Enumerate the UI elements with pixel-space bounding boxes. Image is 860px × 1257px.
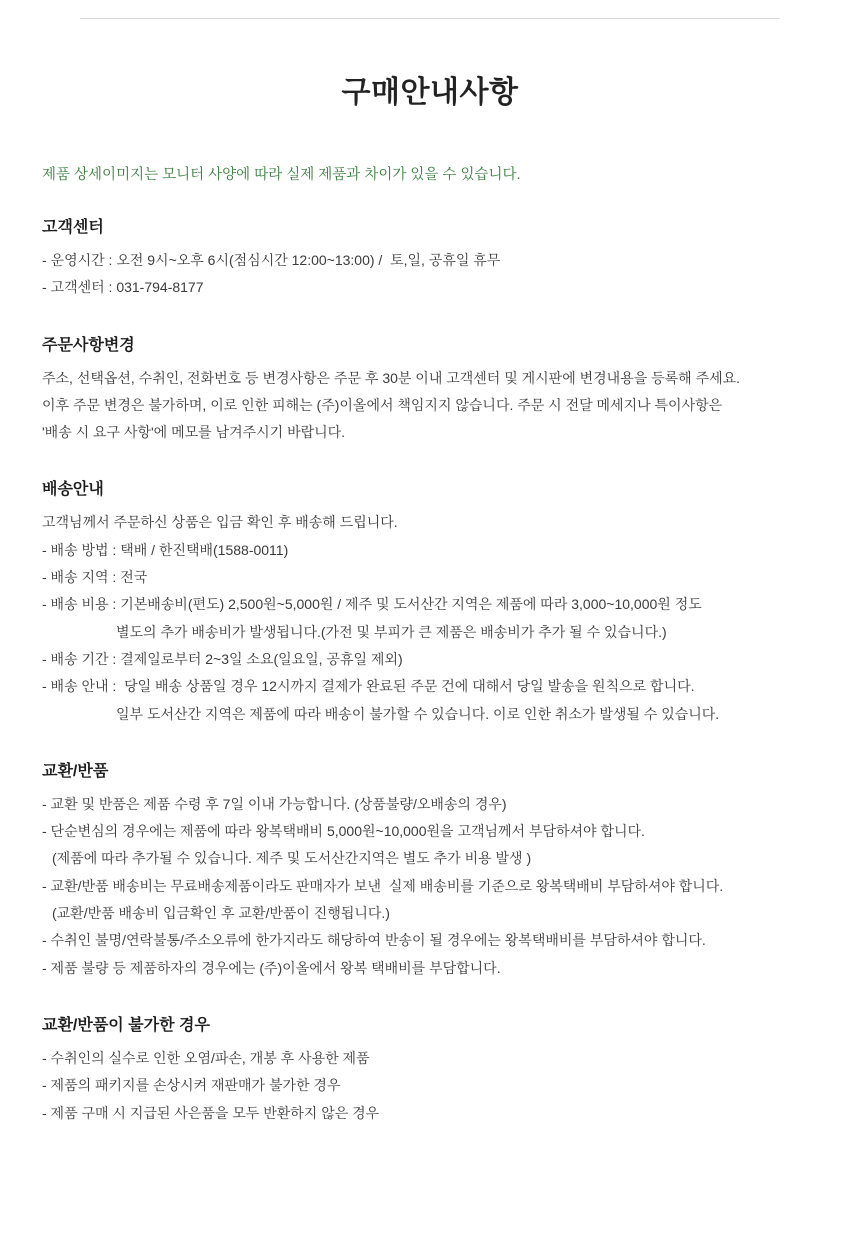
header-divider bbox=[80, 18, 780, 19]
section-line: - 운영시간 : 오전 9시~오후 6시(점심시간 12:00~13:00) / 토,일, 공휴일 휴무 bbox=[42, 252, 501, 268]
monitor-difference-notice: 제품 상세이미지는 모니터 사양에 따라 실제 제품과 차이가 있을 수 있습니다. bbox=[42, 167, 521, 183]
section-heading: 교환/반품이 불가한 경우 bbox=[42, 1016, 210, 1034]
section-line: - 고객센터 : 031-794-8177 bbox=[42, 279, 204, 296]
section-heading: 교환/반품 bbox=[42, 762, 109, 780]
section-heading: 배송안내 bbox=[42, 481, 104, 499]
section-line: - 배송 방법 : 택배 / 한진택배(1588-0011) bbox=[42, 541, 289, 558]
guide-section bbox=[40, 758, 820, 982]
section-line: - 제품의 패키지를 손상시켜 재판매가 불가한 경우 bbox=[42, 1077, 341, 1094]
section-line: - 제품 불량 등 제품하자의 경우에는 (주)이올에서 왕복 택배비를 부담합니다. bbox=[42, 959, 501, 976]
section-line: '배송 시 요구 사항'에 메모를 남겨주시기 바랍니다. bbox=[42, 424, 346, 441]
section-line: 이후 주문 변경은 불가하며, 이로 인한 피해는 (주)이올에서 책임지지 않습니다. 주문 시 전달 메세지나 특이사항은 bbox=[42, 396, 723, 413]
section-line: 일부 도서산간 지역은 제품에 따라 배송이 불가할 수 있습니다. 이로 인한 취소가 발생될 수 있습니다. bbox=[116, 705, 720, 722]
section-line: - 배송 안내 : 당일 배송 상품일 경우 12시까지 결제가 완료된 주문 건에 대해서 당일 발송을 원칙으로 합니다. bbox=[42, 678, 695, 695]
section-line: (교환/반품 배송비 입금확인 후 교환/반품이 진행됩니다.) bbox=[52, 905, 390, 922]
section-heading: 고객센터 bbox=[42, 219, 104, 236]
section-line: (제품에 따라 추가될 수 있습니다. 제주 및 도서산간지역은 별도 추가 비용 발생 ) bbox=[52, 850, 532, 867]
section-line: - 배송 기간 : 결제일로부터 2~3일 소요(일요일, 공휴일 제외) bbox=[42, 650, 403, 667]
section-heading: 주문사항변경 bbox=[42, 336, 135, 354]
guide-section bbox=[40, 1012, 820, 1127]
section-line: 고객님께서 주문하신 상품은 입금 확인 후 배송해 드립니다. bbox=[42, 514, 398, 531]
sections-container bbox=[40, 214, 820, 1127]
section-line: 별도의 추가 배송비가 발생됩니다.(가전 및 부피가 큰 제품은 배송비가 추가 될 수 있습니다.) bbox=[116, 623, 667, 640]
section-line: - 수취인 불명/연락불통/주소오류에 한가지라도 해당하여 반송이 될 경우에는 왕복택배비를 부담하셔야 합니다. bbox=[42, 932, 706, 949]
section-line: - 배송 지역 : 전국 bbox=[42, 569, 148, 586]
guide-section bbox=[40, 476, 820, 727]
section-line: - 교환 및 반품은 제품 수령 후 7일 이내 가능합니다. (상품불량/오배송의 경우) bbox=[42, 795, 507, 812]
page-title: 구매안내사항 bbox=[341, 76, 519, 109]
purchase-guide-document bbox=[0, 18, 860, 1257]
section-line: - 단순변심의 경우에는 제품에 따라 왕복택배비 5,000원~10,000원을 고객님께서 부담하셔야 합니다. bbox=[42, 823, 645, 840]
section-line: - 제품 구매 시 지급된 사은품을 모두 반환하지 않은 경우 bbox=[42, 1104, 380, 1121]
section-line: - 교환/반품 배송비는 무료배송제품이라도 판매자가 보낸 실제 배송비를 기준으로 왕복택배비 부담하셔야 합니다. bbox=[42, 877, 724, 894]
section-line: 주소, 선택옵션, 수취인, 전화번호 등 변경사항은 주문 후 30분 이내 고객센터 및 게시판에 변경내용을 등록해 주세요. bbox=[42, 369, 741, 386]
section-line: - 배송 비용 : 기본배송비(편도) 2,500원~5,000원 / 제주 및 도서산간 지역은 제품에 따라 3,000~10,000원 정도 bbox=[42, 596, 702, 613]
guide-section bbox=[40, 332, 820, 447]
section-line: - 수취인의 실수로 인한 오염/파손, 개봉 후 사용한 제품 bbox=[42, 1049, 370, 1066]
guide-section bbox=[40, 214, 820, 302]
